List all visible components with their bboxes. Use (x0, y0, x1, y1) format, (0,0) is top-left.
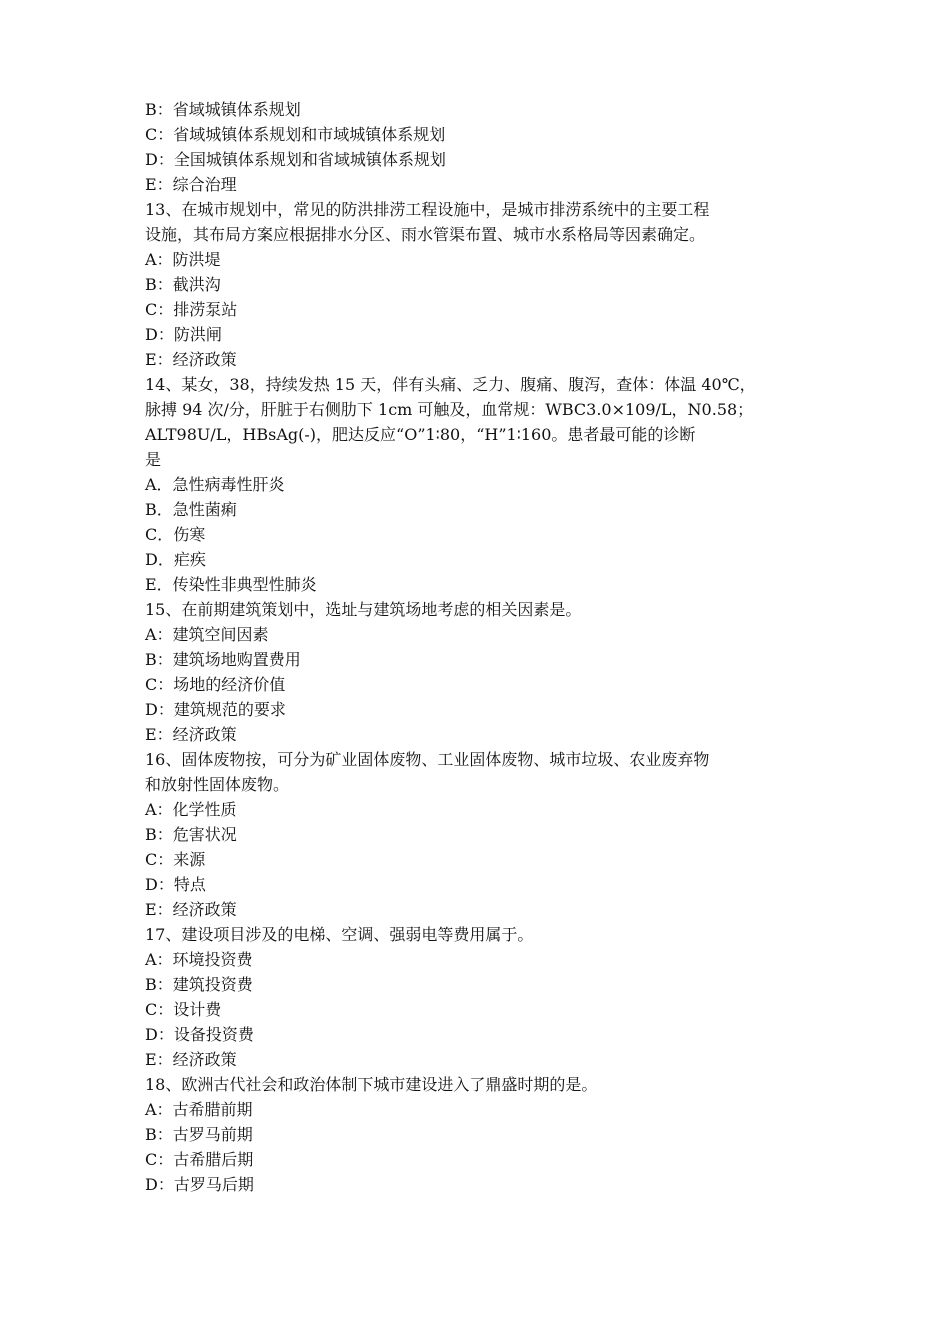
option-line: B：危害状况 (145, 825, 237, 844)
option-line: C：古希腊后期 (145, 1150, 254, 1169)
option-line: D：古罗马后期 (145, 1175, 254, 1194)
question-line: 设施，其布局方案应根据排水分区、雨水管渠布置、城市水系格局等因素确定。 (145, 225, 706, 244)
question-line: 脉搏 94 次/分，肝脏于右侧肋下 1cm 可触及，血常规：WBC3.0×109/L，N0.58； (145, 400, 754, 419)
option-line: E：经济政策 (145, 725, 237, 744)
option-line: A：化学性质 (145, 800, 237, 819)
question-line: 13、在城市规划中，常见的防洪排涝工程设施中，是城市排涝系统中的主要工程 (145, 200, 710, 219)
option-line: A．急性病毒性肝炎 (145, 475, 285, 494)
question-line: 是 (145, 450, 162, 469)
question-line: 17、建设项目涉及的电梯、空调、强弱电等费用属于。 (145, 925, 534, 944)
option-line: A：防洪堤 (145, 250, 221, 269)
option-line: C：来源 (145, 850, 206, 869)
option-line: C：设计费 (145, 1000, 222, 1019)
option-line: A：古希腊前期 (145, 1100, 253, 1119)
option-line: D：特点 (145, 875, 206, 894)
option-line: A：建筑空间因素 (145, 625, 269, 644)
question-line: 16、固体废物按，可分为矿业固体废物、工业固体废物、城市垃圾、农业废弃物 (145, 750, 710, 769)
option-line: E：综合治理 (145, 175, 237, 194)
option-line: B：古罗马前期 (145, 1125, 253, 1144)
question-line: 15、在前期建筑策划中，选址与建筑场地考虑的相关因素是。 (145, 600, 582, 619)
option-line: D：设备投资费 (145, 1025, 254, 1044)
option-line: C．伤寒 (145, 525, 206, 544)
option-line: A：环境投资费 (145, 950, 253, 969)
document-body (145, 97, 825, 1197)
question-line: 14、某女，38，持续发热 15 天，伴有头痛、乏力、腹痛、腹泻，查体：体温 40℃， (145, 375, 756, 394)
option-line: C：场地的经济价值 (145, 675, 286, 694)
option-line: E．传染性非典型性肺炎 (145, 575, 317, 594)
option-line: C：排涝泵站 (145, 300, 238, 319)
option-line: E：经济政策 (145, 1050, 237, 1069)
option-line: B：建筑投资费 (145, 975, 253, 994)
option-line: D：建筑规范的要求 (145, 700, 286, 719)
option-line: C：省域城镇体系规划和市域城镇体系规划 (145, 125, 446, 144)
option-line: E：经济政策 (145, 900, 237, 919)
option-line: D：全国城镇体系规划和省域城镇体系规划 (145, 150, 446, 169)
option-line: D．疟疾 (145, 550, 206, 569)
option-line: B：截洪沟 (145, 275, 221, 294)
option-line: B：省域城镇体系规划 (145, 100, 301, 119)
option-line: D：防洪闸 (145, 325, 222, 344)
option-line: E：经济政策 (145, 350, 237, 369)
question-line: 18、欧洲古代社会和政治体制下城市建设进入了鼎盛时期的是。 (145, 1075, 598, 1094)
option-line: B：建筑场地购置费用 (145, 650, 301, 669)
question-line: 和放射性固体废物。 (145, 775, 290, 794)
option-line: B．急性菌痢 (145, 500, 237, 519)
question-line: ALT98U/L，HBsAg(-)，肥达反应“O”1∶80，“H”1∶160。患者最可能的诊断 (145, 425, 696, 444)
